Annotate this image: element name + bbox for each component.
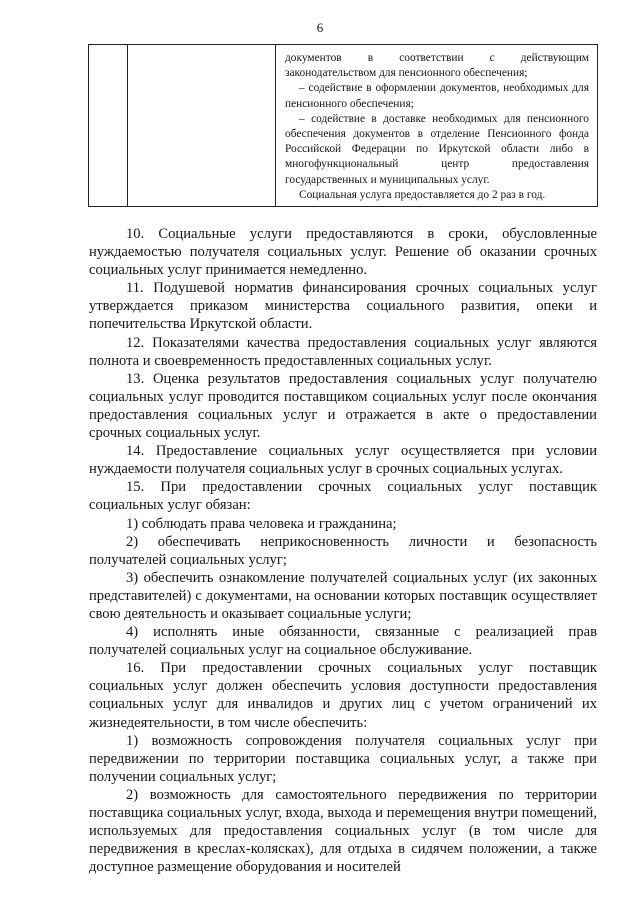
table-row	[89, 45, 598, 207]
list-item: 2) обеспечивать неприкосновенность личности и безопасность получателей социальных услуг;	[89, 533, 597, 568]
paragraph-12: 12. Показателями качества предоставления социальных услуг являются полнота и своевременность предоставленных социальных услуг.	[89, 334, 597, 369]
list-item: 1) соблюдать права человека и гражданина;	[126, 515, 397, 532]
paragraph-14: 14. Предоставление социальных услуг осуществляется при условии нуждаемости получателя социальных услуг в срочных социальных услугах.	[89, 443, 597, 478]
document-body	[89, 225, 597, 876]
list-item: 1) возможность сопровождения получателя социальных услуг при передвижении по территории поставщика социальных услуг, а также при получении социальных услуг;	[89, 732, 597, 785]
page-number: 6	[316, 20, 324, 35]
table-cell-service-name	[128, 45, 276, 207]
table-paragraph: Социальная услуга предоставляется до 2 раз в год.	[299, 188, 546, 201]
table-paragraph: – содействие в доставке необходимых для пенсионного обеспечения документов в отделение Пенсионного фонда Российской Федерации по Иркутской области либо в многофункциональный центр предоставления государственных и муниципальных услуг.	[285, 112, 589, 186]
list-item: 4) исполнять иные обязанности, связанные с реализацией прав получателей социальных услуг на социальное обслуживание.	[89, 624, 597, 659]
paragraph-15: 15. При предоставлении срочных социальных услуг поставщик социальных услуг обязан:	[89, 479, 597, 514]
list-item: 2) возможность для самостоятельного передвижения по территории поставщика социальных услуг, входа, выхода и перемещения внутри помещений, используемых для предоставления социальных услуг (в том числе для передвижения в креслах-колясках), для отдыха в сидячем положении, а также доступное размещение оборудования и носителей	[89, 786, 597, 876]
services-table	[88, 44, 598, 207]
table-paragraph: документов в соответствии с действующим законодательством для пенсионного обеспечения;	[285, 52, 589, 80]
paragraph-16: 16. При предоставлении срочных социальных услуг поставщик социальных услуг должен обеспечить условия доступности предоставления социальных услуг для инвалидов и других лиц с учетом ограничений их жизнедеятельности, в том числе обеспечить:	[89, 660, 597, 731]
list-item: 3) обеспечить ознакомление получателей социальных услуг (их законных представителей) с документами, на основании которых поставщик осуществляет свою деятельность и оказывает социальные услуги;	[89, 569, 597, 622]
paragraph-10: 10. Социальные услуги предоставляются в сроки, обусловленные нуждаемостью получателя социальных услуг. Решение об оказании срочных социальных услуг принимается немедленно.	[89, 226, 597, 279]
table-paragraph: – содействие в оформлении документов, необходимых для пенсионного обеспечения;	[285, 82, 589, 110]
paragraph-13: 13. Оценка результатов предоставления социальных услуг получателю социальных услуг проводится поставщиком социальных услуг после окончания предоставления социальных услуг и отражается в акте о предоставлении срочных социальных услуг.	[89, 370, 597, 442]
table-cell-description	[276, 45, 598, 207]
paragraph-11: 11. Подушевой норматив финансирования срочных социальных услуг утверждается приказом министерства социального развития, опеки и попечительства Иркутской области.	[89, 280, 597, 333]
table-cell-number	[89, 45, 128, 207]
